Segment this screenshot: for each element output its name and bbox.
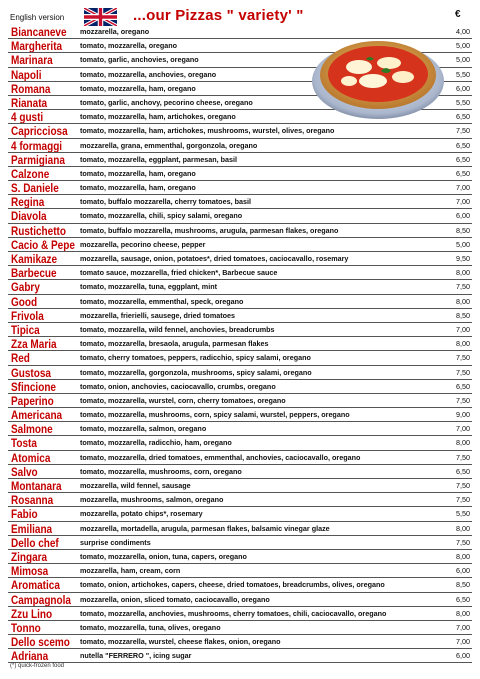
pizza-price: 4,00	[456, 27, 470, 36]
pizza-ingredients: tomato, mozzarella, emmenthal, speck, oregano	[80, 296, 244, 306]
pizza-price: 6,00	[456, 566, 470, 576]
pizza-ingredients: tomato, mozzarella, radicchio, ham, oregano	[80, 438, 232, 448]
pizza-name: Frivola	[11, 308, 44, 323]
pizza-name: 4 gusti	[11, 110, 44, 125]
pizza-ingredients: tomato, mozzarella, ham, oregano	[80, 83, 196, 93]
menu-row	[0, 436, 480, 450]
footnote: (*) quick-frozen food	[10, 663, 65, 669]
menu-row	[0, 380, 480, 394]
menu-row	[0, 593, 480, 607]
pizza-name: S. Daniele	[11, 181, 59, 196]
menu-row	[0, 295, 480, 309]
pizza-name: Americana	[11, 408, 63, 423]
pizza-price: 8,50	[456, 310, 470, 320]
menu-row	[0, 422, 480, 436]
pizza-price: 7,50	[456, 367, 470, 377]
pizza-price: 7,00	[456, 324, 470, 334]
menu-row	[0, 309, 480, 323]
pizza-price: 8,50	[456, 225, 470, 235]
menu-row	[0, 252, 480, 266]
pizza-name: Fabio	[11, 507, 38, 522]
menu-row	[0, 337, 480, 351]
pizza-ingredients: mozzarella, ham, cream, corn	[80, 566, 181, 576]
pizza-price: 7,00	[456, 183, 470, 193]
pizza-ingredients: tomato, mozzarella, gorgonzola, mushrooms, spicy salami, oregano	[80, 367, 312, 377]
pizza-price: 8,00	[456, 296, 470, 306]
menu-row	[0, 181, 480, 195]
pizza-ingredients: tomato, mozzarella, eggplant, parmesan, basil	[80, 154, 237, 164]
pizza-ingredients: tomato, mozzarella, ham, artichokes, mushrooms, wurstel, olives, oregano	[80, 126, 335, 136]
pizza-ingredients: tomato, mozzarella, onion, tuna, capers, oregano	[80, 551, 247, 561]
menu-row	[0, 195, 480, 209]
pizza-name: Regina	[11, 195, 45, 210]
pizza-name: Salvo	[11, 464, 38, 479]
pizza-ingredients: mozzarella, mushrooms, salmon, oregano	[80, 495, 224, 505]
menu-row	[0, 351, 480, 365]
pizza-ingredients: tomato, mozzarella, chili, spicy salami, oregano	[80, 211, 243, 221]
pizza-name: Tonno	[11, 620, 41, 635]
pizza-ingredients: tomato, mozzarella, tuna, olives, oregano	[80, 622, 221, 632]
pizza-name: Good	[11, 294, 38, 309]
pizza-name: Salmone	[11, 422, 53, 437]
pizza-ingredients: mozzarella, pecorino cheese, pepper	[80, 239, 206, 249]
pizza-name: Cacio & Pepe	[11, 237, 75, 252]
pizza-name: Napoli	[11, 67, 42, 82]
pizza-name: Emiliana	[11, 521, 53, 536]
menu-row	[0, 578, 480, 592]
pizza-name: Tipica	[11, 322, 40, 337]
pizza-name: Gustosa	[11, 365, 51, 380]
menu-row	[0, 507, 480, 521]
pizza-name: Sfincione	[11, 379, 56, 394]
pizza-name: Rosanna	[11, 493, 54, 508]
pizza-price: 5,50	[456, 509, 470, 519]
pizza-ingredients: tomato, mozzarella, bresaola, arugula, parmesan flakes	[80, 339, 269, 349]
pizza-ingredients: tomato, mozzarella, dried tomatoes, emmenthal, anchovies, caciocavallo, oregano	[80, 452, 361, 462]
menu-row	[0, 550, 480, 564]
pizza-price: 8,00	[456, 268, 470, 278]
menu-row	[0, 167, 480, 181]
pizza-name: Parmigiana	[11, 152, 65, 167]
menu-row	[0, 564, 480, 578]
pizza-name: Margherita	[11, 39, 63, 54]
uk-flag-icon	[84, 8, 117, 26]
pizza-ingredients: tomato, mozzarella, wild fennel, anchovies, breadcrumbs	[80, 324, 275, 334]
pizza-name: Campagnola	[11, 592, 71, 607]
menu-title: ...our Pizzas " variety' "	[133, 7, 304, 24]
menu-row	[0, 224, 480, 238]
pizza-price: 9,50	[456, 254, 470, 263]
pizza-price: 5,00	[456, 55, 470, 65]
pizza-name: Romana	[11, 81, 51, 96]
pizza-price: 5,00	[456, 239, 470, 249]
pizza-ingredients: mozzarella, frierielli, sausege, dried tomatoes	[80, 310, 235, 320]
pizza-price: 8,00	[456, 551, 470, 561]
pizza-name: Zza Maria	[11, 337, 57, 352]
pizza-name: Gabry	[11, 280, 40, 295]
pizza-price: 8,00	[456, 608, 470, 618]
menu-row	[0, 621, 480, 635]
pizza-price: 9,00	[456, 410, 470, 420]
pizza-ingredients: tomato, mozzarella, wurstel, cheese flakes, onion, oregano	[80, 637, 281, 647]
menu-row	[0, 124, 480, 138]
pizza-ingredients: mozzarella, oregano	[80, 27, 150, 36]
pizza-name: Adriana	[11, 649, 49, 664]
pizza-ingredients: mozzarella, mortadella, arugula, parmesan flakes, balsamic vinegar glaze	[80, 523, 330, 533]
pizza-ingredients: mozzarella, sausage, onion, potatoes*, dried tomatoes, caciocavallo, rosemary	[80, 254, 349, 263]
pizza-price: 5,50	[456, 97, 470, 107]
pizza-name: Biancaneve	[11, 25, 67, 39]
pizza-price: 7,50	[456, 282, 470, 292]
menu-row	[0, 607, 480, 621]
pizza-ingredients: tomato, mozzarella, mushrooms, corn, spicy salami, wurstel, peppers, oregano	[80, 410, 350, 420]
pizza-ingredients: tomato, cherry tomatoes, peppers, radicchio, spicy salami, oregano	[80, 353, 311, 363]
menu-row	[0, 238, 480, 252]
pizza-ingredients: tomato, onion, anchovies, caciocavallo, crumbs, oregano	[80, 381, 276, 391]
pizza-price: 7,00	[456, 424, 470, 434]
pizza-ingredients: tomato, mozzarella, salmon, oregano	[80, 424, 207, 434]
menu-row	[0, 280, 480, 294]
pizza-name: Rustichetto	[11, 223, 66, 238]
pizza-ingredients: tomato, buffalo mozzarella, cherry tomatoes, basil	[80, 197, 251, 207]
menu-row	[0, 139, 480, 153]
pizza-ingredients: tomato, buffalo mozzarella, mushrooms, arugula, parmesan flakes, oregano	[80, 225, 339, 235]
pizza-name: Zingara	[11, 549, 48, 564]
pizza-price: 7,50	[456, 395, 470, 405]
menu-row	[0, 266, 480, 280]
pizza-ingredients: mozzarella, grana, emmenthal, gorgonzola, oregano	[80, 140, 258, 150]
pizza-ingredients: tomato, mozzarella, ham, oregano	[80, 183, 196, 193]
pizza-price: 7,00	[456, 637, 470, 647]
menu-row	[0, 536, 480, 550]
pizza-ingredients: tomato, garlic, anchovy, pecorino cheese, oregano	[80, 97, 253, 107]
pizza-name: Diavola	[11, 209, 47, 224]
pizza-name: Mimosa	[11, 564, 49, 579]
pizza-price: 7,50	[456, 126, 470, 136]
pizza-price: 7,00	[456, 622, 470, 632]
menu-row	[0, 394, 480, 408]
menu-row	[0, 209, 480, 223]
pizza-price: 5,50	[456, 69, 470, 79]
currency-symbol: €	[455, 9, 461, 20]
pizza-name: 4 formaggi	[11, 138, 63, 153]
pizza-price: 7,50	[456, 353, 470, 363]
pizza-ingredients: tomato, mozzarella, wurstel, corn, cherry tomatoes, oregano	[80, 395, 286, 405]
pizza-name: Capricciosa	[11, 124, 68, 139]
pizza-price: 6,50	[456, 381, 470, 391]
pizza-name: Dello chef	[11, 535, 59, 550]
pizza-price: 6,00	[456, 83, 470, 93]
pizza-price: 7,50	[456, 537, 470, 547]
pizza-price: 5,00	[456, 41, 470, 51]
pizza-ingredients: mozzarella, potato chips*, rosemary	[80, 509, 203, 519]
pizza-price: 7,50	[456, 495, 470, 505]
pizza-price: 6,50	[456, 594, 470, 604]
pizza-ingredients: tomato, onion, artichokes, capers, cheese, dried tomatoes, breadcrumbs, olives, oregano	[80, 580, 385, 590]
menu-row	[0, 479, 480, 493]
pizza-ingredients: tomato, mozzarella, ham, artichokes, oregano	[80, 112, 236, 122]
pizza-price: 7,00	[456, 197, 470, 207]
menu-row	[0, 408, 480, 422]
pizza-price: 7,50	[456, 481, 470, 490]
pizza-list	[0, 25, 480, 663]
menu-row	[0, 522, 480, 536]
pizza-name: Montanara	[11, 479, 62, 493]
language-version: English version	[10, 13, 65, 22]
menu-row	[0, 635, 480, 649]
pizza-price: 6,00	[456, 651, 470, 661]
menu-row	[0, 366, 480, 380]
pizza-price: 8,00	[456, 339, 470, 349]
pizza-ingredients: tomato, garlic, anchovies, oregano	[80, 55, 199, 65]
menu-row	[0, 493, 480, 507]
pizza-ingredients: mozzarella, wild fennel, sausage	[80, 481, 191, 490]
pizza-ingredients: tomato, mozzarella, anchovies, oregano	[80, 69, 217, 79]
pizza-ingredients: surprise condiments	[80, 537, 151, 547]
pizza-name: Atomica	[11, 450, 51, 465]
pizza-name: Red	[11, 351, 30, 366]
pizza-price: 6,50	[456, 154, 470, 164]
pizza-price: 6,50	[456, 466, 470, 476]
pizza-name: Calzone	[11, 166, 50, 181]
menu-row	[0, 323, 480, 337]
pizza-ingredients: tomato, mozzarella, ham, oregano	[80, 168, 196, 178]
pizza-name: Tosta	[11, 436, 37, 451]
pizza-name: Rianata	[11, 95, 48, 110]
pizza-image	[311, 31, 446, 120]
pizza-ingredients: tomato, mozzarella, oregano	[80, 41, 178, 51]
pizza-name: Dello scemo	[11, 635, 70, 650]
pizza-price: 6,50	[456, 112, 470, 122]
pizza-price: 7,50	[456, 452, 470, 462]
pizza-price: 6,50	[456, 140, 470, 150]
menu-row	[0, 451, 480, 465]
pizza-price: 8,50	[456, 580, 470, 590]
pizza-name: Zzu Lino	[11, 606, 53, 621]
pizza-ingredients: tomato, mozzarella, anchovies, mushrooms, cherry tomatoes, chili, caciocavallo, oregano	[80, 608, 387, 618]
pizza-name: Barbecue	[11, 266, 57, 281]
pizza-ingredients: tomato, mozzarella, tuna, eggplant, mint	[80, 282, 217, 292]
pizza-price: 6,00	[456, 211, 470, 221]
pizza-price: 6,50	[456, 168, 470, 178]
pizza-name: Marinara	[11, 53, 53, 68]
pizza-name: Kamikaze	[11, 252, 58, 266]
pizza-ingredients: tomato sauce, mozzarella, fried chicken*, Barbecue sauce	[80, 268, 278, 278]
menu-row	[0, 649, 480, 663]
menu-row	[0, 153, 480, 167]
menu-row	[0, 465, 480, 479]
pizza-name: Aromatica	[11, 578, 60, 593]
pizza-ingredients: nutella "FERRERO ", icing sugar	[80, 651, 192, 661]
menu-header	[0, 0, 480, 25]
pizza-price: 8,00	[456, 438, 470, 448]
pizza-name: Paperino	[11, 393, 54, 408]
pizza-price: 8,00	[456, 523, 470, 533]
pizza-ingredients: mozzarella, onion, sliced tomato, caciocavallo, oregano	[80, 594, 270, 604]
pizza-ingredients: tomato, mozzarella, mushrooms, corn, oregano	[80, 466, 242, 476]
